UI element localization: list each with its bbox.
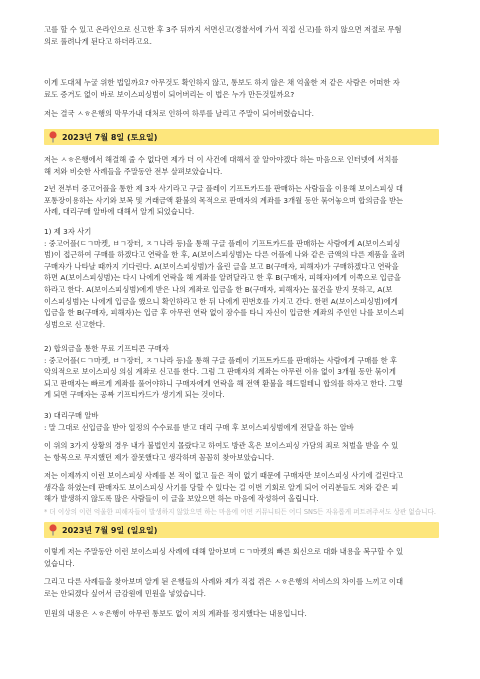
paragraph: 이 위의 3가지 상황의 경우 내가 불법인지 몰랐다고 하여도 방관 혹은 보이스피싱 가담의 죄로 처벌을 받을 수 있 는 항목으로 무지했던 제가 잘못했다고 생각하며 꼼꼼히 찾아보았습니다. (44, 441, 399, 462)
footnote: * 더 이상의 이런 억울한 피해자들이 발생하지 않았으면 하는 마음에 어떤 커뮤니티든 어디 SNS든 자유롭게 퍼트려주셔도 상관 없습니다. (44, 508, 436, 516)
paragraph: 민원의 내용은 ㅅㅎ은행이 아무런 통보도 없이 저의 계좌를 정지했다는 내용입니다. (44, 609, 307, 618)
pushpin-icon (48, 524, 58, 536)
paragraph: 저는 결국 ㅅㅎ은행의 막무가내 대처로 인하여 하루를 날리고 주말이 되어버렸습니다. (44, 109, 314, 118)
paragraph: 저는 ㅅㅎ은행에서 해결해 줄 수 없다면 제가 더 이 사건에 대해서 잘 알아야겠다 하는 마음으로 인터넷에 서치를 해 저와 비슷한 사례들을 주말동안 전부 살펴보았습니다. (44, 155, 399, 176)
paragraph: 3) 대리구매 알바 : 말 그대로 선입금을 받아 일정의 수수료를 받고 대리 구매 후 보이스피싱범에게 전달을 하는 알바 (44, 411, 354, 432)
paragraph: 2) 합의금을 통한 무료 기프티콘 구매자 : 중고어플(ㄷㄱ마켓, ㅂㄱ장터, ㅈㄱ나라 등)을 통해 구글 플레이 기프트카드를 판매하는 사람에게 구매를 한 후 악의적으로 보이스피싱 의심 계좌로 신고를 한다. 그럼 그 판매자의 계좌는 아무런 이유 없이 3개월 동안 묶이게 되고 판매자는 빠르게 계좌를 풀어야하니 구매자에게 연락을 해 전액 환불을 해드릴테니 합의를 하자고 한다. 그렇 게 되면 구매자는 공짜 기프티카드가 생기게 되는 것이다. (44, 344, 404, 400)
date-label: 2023년 7월 9일 (일요일) (62, 525, 158, 535)
paragraph: 이렇게 저는 주말동안 이런 보이스피싱 사례에 대해 알아보며 ㄷㄱ마켓의 빠른 회신으로 대화 내용을 복구할 수 있 었습니다. (44, 547, 404, 568)
paragraph: 1) 제 3자 사기 : 중고어플(ㄷㄱ마켓, ㅂㄱ장터, ㅈㄱ나라 등)을 통해 구글 플레이 기프트카드를 판매하는 사람에게 A(보이스피싱 범)이 접근하여 구매를 하겠다고 연락을 한 후, A(보이스피싱범)는 다른 어플에 나와 같은 금액의 다른 제품을 올려 구매자가 나타날 때까지 기다린다. A(보이스피싱범)가 올린 글을 보고 B(구매자, 피해자)가 구매하겠다고 연락을 하면 A(보이스피싱범)는 다시 나에게 연락을 해 계좌를 알려달라고 한 후 B(구매자, 피해자)에게 이쪽으로 입금을 하라고 한다. A(보이스피싱범)에게 받은 나의 계좌로 입금을 한 B(구매자, 피해자)는 물건을 받지 못하고, A(보 이스피싱범)는 나에게 입금을 했으니 확인하라고 한 뒤 나에게 핀번호를 가지고 간다. 한편 A(보이스피싱범)에게 입금을 한 B(구매자, 피해자)는 입금 후 아무런 연락 없이 잠수를 타니 자신이 입금한 계좌의 주인인 나를 보이스피 싱범으로 신고한다. (44, 227, 405, 329)
paragraph: 이게 도대체 누굴 위한 법일까요? 아무것도 확인하지 않고, 통보도 하지 않은 채 억울한 저 같은 사람은 어떠한 자 료도 증거도 없이 바로 보이스피싱범이 되어버리는 이 법은 누가 만든것일까요? (44, 78, 400, 99)
date-heading (44, 522, 439, 538)
date-label: 2023년 7월 8일 (토요일) (62, 132, 158, 142)
paragraph: 저는 이제까지 이런 보이스피싱 사례를 본 적이 없고 들은 적이 없기 때문에 구매자만 보이스피싱 사기에 걸린다고 생각을 하였는데 판매자도 보이스피싱 사기를 당할 수 있다는 걸 이번 기회로 알게 되어 어리분들도 저와 같은 피 해가 발생하지 않도록 많은 사람들이 이 글을 보았으면 하는 마음에 작성하여 올립니다. (44, 471, 404, 504)
paragraph: 그리고 다른 사례들을 찾아보며 알게 된 은행들의 사례와 제가 직접 겪은 ㅅㅎ은행의 서비스의 차이를 느끼고 이대 로는 안되겠다 싶어서 금감원에 민원을 넣었습니다. (44, 577, 404, 598)
paragraph: 고를 할 수 있고 온라인으로 신고한 후 3주 뒤까지 서면신고(경찰서에 가서 직접 신고)를 하지 않으면 저절로 무혐 의로 풀려나게 된다고 하더라고요. (44, 25, 402, 46)
pushpin-icon (48, 131, 58, 143)
paragraph: 2년 전부터 중고어플을 통한 제 3자 사기라고 구글 플레이 기프트카드를 판매하는 사람들을 이용해 보이스피싱 대 포통장이용하는 사기와 보복 및 거래금액 환불의 목적으로 판매자의 계좌를 3개월 동안 묶어놓으며 합의금을 받는 사례, 대리구매 알바에 대해서 알게 되었습니다. (44, 184, 404, 217)
date-heading (44, 129, 439, 145)
